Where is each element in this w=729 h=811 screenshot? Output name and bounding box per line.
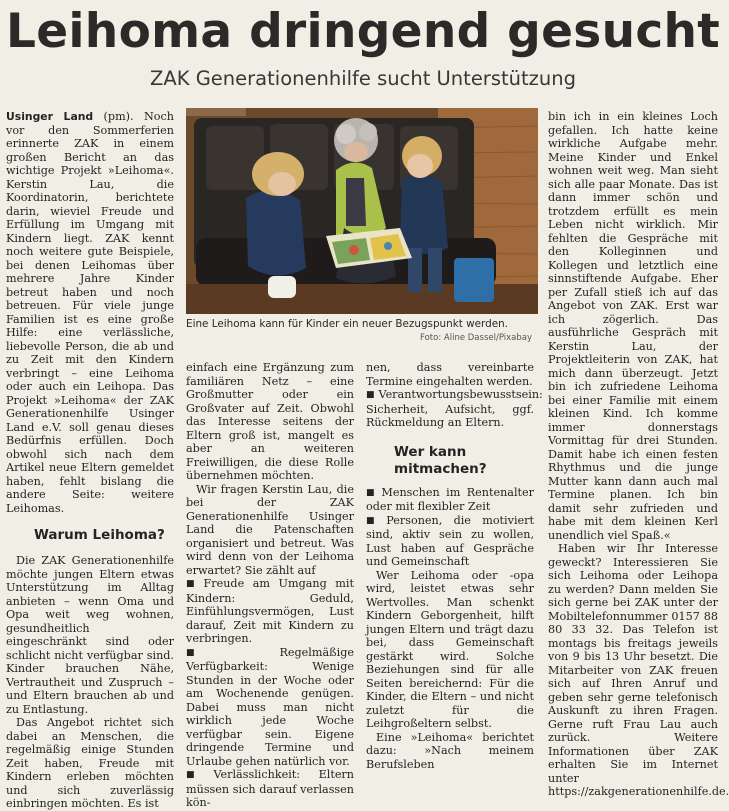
section-title-warum-leihoma: Warum Leihoma? xyxy=(34,527,165,543)
paragraph: nen, dass vereinbarte Termine eingehalten werden. xyxy=(366,361,534,388)
square-bullet-icon: ■ xyxy=(366,390,375,400)
headline: Leihoma dringend gesucht xyxy=(5,4,721,59)
photo-leihoma-reading-to-children xyxy=(186,108,538,314)
paragraph: Haben wir Ihr Interesse geweckt? Interessieren Sie sich Leihoma oder Leihopa zu werden? Dann melden Sie sich gerne bei ZAK unter der Mobiltelefonnummer 0157 88 80 33 32. Das Telefon ist montags bis freitags jeweils von 9 bis 13 Uhr besetzt. Die Mitarbeiter von ZAK freuen sich auf Ihren Anruf und geben sehr gerne telefonisch Auskunft zu ihren Fragen. Gerne ruft Frau Lau auch zurück. Weitere Informationen über ZAK erhalten Sie im Internet unter https://zakgenerationenhilfe.de. xyxy=(548,542,729,798)
intro-paragraph: Usinger Land (pm). Noch vor den Sommerferien erinnerte ZAK in einem großen Bericht an das wichtige Projekt »Leihoma«. Kerstin Lau, die Koordinatorin, berichtete darin, wieviel Freude und Erfüllung im Umgang mit Kindern liegt. ZAK kennt noch weitere gute Beispiele, bei denen Leihomas über mehrere Jahre Kinder betreut haben und noch betreuen. Für viele junge Familien ist es eine große Hilfe: eine verlässliche, liebevolle Person, die ab und zu Zeit mit den Kindern verbringt – eine Leihoma oder auch ein Leihopa. Das Projekt »Leihoma« der ZAK Generationenhilfe Usinger Land e.V. soll genau dieses Bedürfnis erfüllen. Doch obwohl sich nach dem Artikel neue Eltern gemeldet haben, fehlt bislang die andere Seite: weitere Leihomas. xyxy=(6,110,174,515)
list-item: ■ Freude am Umgang mit Kindern: Geduld, Einfühlungsvermögen, Lust darauf, Zeit mit Kindern zu verbringen. xyxy=(186,577,354,645)
paragraph: Wer Leihoma oder -opa wird, leistet etwas sehr Wertvolles. Man schenkt Kindern Geborgenheit, hilft jungen Eltern und trägt dazu bei, dass Gemeinschaft gestärkt wird. Solche Beziehungen sind für alle Seiten bereichernd: Für die Kinder, die Eltern – und nicht zuletzt für die Leihgroßeltern selbst. xyxy=(366,568,534,730)
subheadline: ZAK Generationenhilfe sucht Unterstützung xyxy=(150,67,576,90)
square-bullet-icon: ■ xyxy=(186,579,200,589)
paragraph: einfach eine Ergänzung zum familiären Netz – eine Großmutter oder ein Großvater auf Zeit. Obwohl das Interesse seitens der Eltern groß ist, mangelt es aber an weiteren Freiwilligen, die diese Rolle übernehmen möchten. xyxy=(186,361,354,482)
photo-caption: Eine Leihoma kann für Kinder ein neuer Bezugspunkt werden. xyxy=(186,318,508,330)
paragraph: Das Angebot richtet sich dabei an Menschen, die regelmäßig einige Stunden Zeit haben, Freude mit Kindern erleben möchten und sich zuverlässig einbringen möchten. Es ist xyxy=(6,716,174,810)
photo-credit: Foto: Aline Dassel/Pixabay xyxy=(420,333,532,343)
paragraph: bin ich in ein kleines Loch gefallen. Ich hatte keine wirkliche Aufgabe mehr. Meine Kinder und Enkel wohnen weit weg. Man sieht sich alle paar Monate. Das ist dann immer schön und trotzdem erfüllt es mein Leben nicht wirklich. Mir fehlten die Gespräche mit den Kolleginnen und Kollegen und letztlich eine sinnstiftende Aufgabe. Eher per Zufall stieß ich auf das Angebot von ZAK. Erst war ich zögerlich. Das ausführliche Gespräch mit Kerstin Lau, der Projektleiterin von ZAK, hat mich dann überzeugt. Jetzt bin ich zufriedene Leihoma bei einer Familie mit einem kleinen Kind. Ich komme immer donnerstags Vormittag für drei Stunden. Damit habe ich einen festen Rhythmus und die junge Mutter kann dann auch mal Termine planen. Ich bin damit sehr zufrieden und habe mit dem kleinen Kerl unendlich viel Spaß.« xyxy=(548,110,718,542)
paragraph: Eine »Leihoma« berichtet dazu: »Nach meinem Berufsleben xyxy=(366,730,534,771)
article-photo xyxy=(186,108,538,314)
section-title-wer-kann-mitmachen: Wer kann mitmachen? xyxy=(394,443,487,477)
paragraph: Wir fragen Kerstin Lau, die bei der ZAK Generationenhilfe Usinger Land die Patenschaften organisiert und betreut. Was wird denn von der Leihoma erwartet? Sie zählt auf xyxy=(186,482,354,577)
column-2 xyxy=(186,361,354,809)
column-4 xyxy=(548,110,729,798)
dateline: Usinger Land xyxy=(6,110,94,123)
square-bullet-icon: ■ xyxy=(366,487,378,498)
list-item: ■ Verantwortungsbewusstsein: Sicherheit, Aufsicht, ggf. Rückmeldung an Eltern. xyxy=(366,388,543,429)
list-item: ■ Regelmäßige Verfügbarkeit: Wenige Stunden in der Woche oder am Wochenende genügen. Dabei muss man nicht wirklich jede Woche verfügbar sein. Eigene dringende Termine und Urlaube gehen natürlich vor. xyxy=(186,645,354,768)
square-bullet-icon: ■ xyxy=(366,515,383,526)
paragraph: Die ZAK Generationenhilfe möchte jungen Eltern etwas Unterstützung im Alltag anbieten – wenn Oma und Opa weit weg wohnen, gesundheitlich eingeschränkt sind oder schlicht nicht verfügbar sind. Kinder brauchen Nähe, Vertrautheit und Zuspruch – und Eltern brauchen ab und zu Entlastung. xyxy=(6,554,174,716)
square-bullet-icon: ■ xyxy=(186,647,276,658)
list-item: ■ Menschen im Rentenalter oder mit flexibler Zeit xyxy=(366,485,534,513)
list-item: ■ Verlässlichkeit: Eltern müssen sich darauf verlassen kön- xyxy=(186,768,354,809)
square-bullet-icon: ■ xyxy=(186,770,210,780)
column-1 xyxy=(6,110,174,810)
list-item: ■ Personen, die motiviert sind, aktiv sein zu wollen, Lust haben auf Gespräche und Gemeinschaft xyxy=(366,513,534,568)
column-3 xyxy=(366,361,543,771)
